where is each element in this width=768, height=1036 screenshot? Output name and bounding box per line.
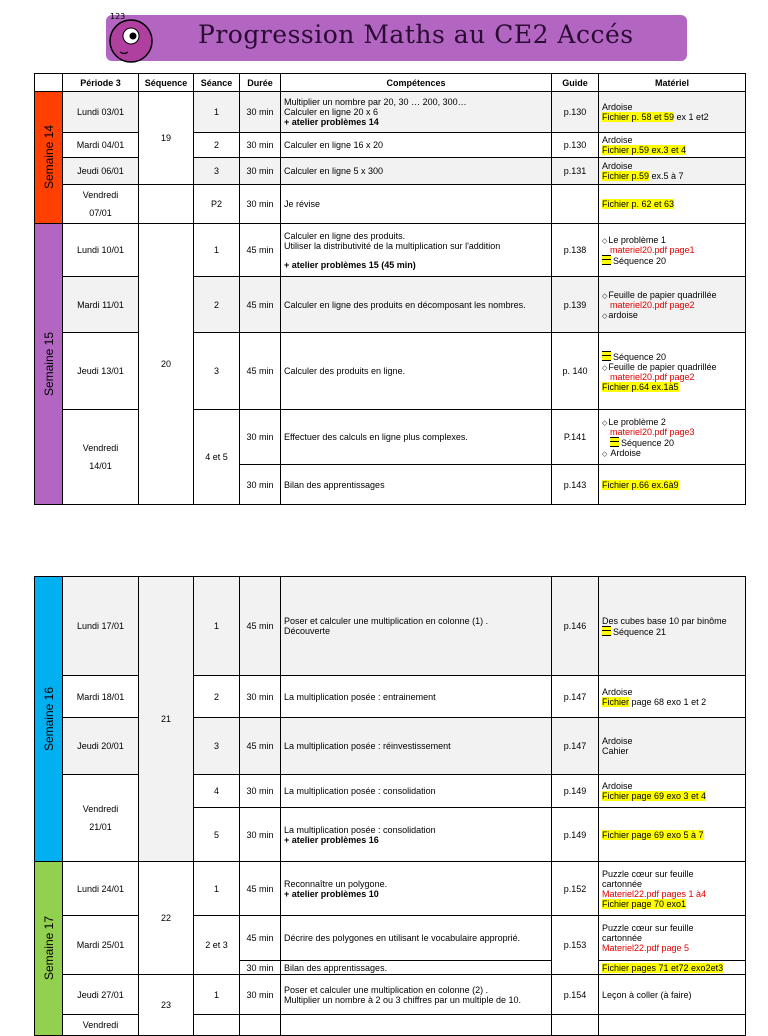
week-label-14: Semaine 14 xyxy=(35,92,63,224)
competence-cell: Décrire des polygones en utilisant le vocabulaire approprié. xyxy=(281,916,552,961)
date-cell: Vendredi 21/01 xyxy=(63,775,139,862)
guide-cell: p.131 xyxy=(552,158,599,185)
col-header-materiel: Matériel xyxy=(599,74,746,92)
duree-cell: 45 min xyxy=(240,916,281,961)
duree-cell: 30 min xyxy=(240,185,281,224)
seance-cell: 5 xyxy=(194,808,240,862)
seance-cell: 4 et 5 xyxy=(194,410,240,505)
document-icon xyxy=(602,351,611,361)
date-cell: Jeudi 20/01 xyxy=(63,718,139,775)
seance-cell xyxy=(194,1015,240,1036)
guide-cell: p.139 xyxy=(552,277,599,333)
date-cell: Mardi 11/01 xyxy=(63,277,139,333)
col-header-periode: Période 3 xyxy=(63,74,139,92)
sequence-number: 22 xyxy=(139,862,194,975)
bullet-icon: ◇ xyxy=(602,237,608,245)
guide-cell: p.147 xyxy=(552,718,599,775)
date-cell: Vendredi 14/01 xyxy=(63,410,139,505)
table-row xyxy=(35,975,746,1015)
col-header-sequence: Séquence xyxy=(139,74,194,92)
guide-cell: p.154 xyxy=(552,975,599,1015)
materiel-cell: Puzzle cœur sur feuille cartonnée Materiel22.pdf pages 1 à4 Fichier page 70 exo1 xyxy=(599,862,746,916)
competence-cell: Calculer en ligne des produits. Utiliser la distributivité de la multiplication sur l'addition + atelier problèmes 15 (45 min) xyxy=(281,224,552,277)
table-row xyxy=(35,577,746,676)
competence-cell: Je révise xyxy=(281,185,552,224)
bullet-icon: ◇ xyxy=(602,292,608,300)
bullet-icon: ◇ xyxy=(602,364,608,372)
competence-cell: Multiplier un nombre par 20, 30 … 200, 300… Calculer en ligne 20 x 6 + atelier problèmes 14 xyxy=(281,92,552,133)
duree-cell: 45 min xyxy=(240,577,281,676)
date-cell: Vendredi 07/01 xyxy=(63,185,139,224)
col-header-duree: Durée xyxy=(240,74,281,92)
materiel-cell: Leçon à coller (à faire) xyxy=(599,975,746,1015)
week-label-17: Semaine 17 xyxy=(35,862,63,1036)
duree-cell: 30 min xyxy=(240,92,281,133)
materiel-cell: ◇Feuille de papier quadrillée materiel20.pdf page2 ◇ardoise xyxy=(599,277,746,333)
table-row xyxy=(35,185,746,224)
materiel-cell: Ardoise Fichier p. 58 et 59 ex 1 et2 xyxy=(599,92,746,133)
date-cell: Jeudi 13/01 xyxy=(63,333,139,410)
materiel-cell: Fichier p. 62 et 63 xyxy=(599,185,746,224)
competence-cell: La multiplication posée : entrainement xyxy=(281,676,552,718)
guide-cell xyxy=(552,1015,599,1036)
date-cell: Jeudi 27/01 xyxy=(63,975,139,1015)
competence-cell: La multiplication posée : consolidation xyxy=(281,775,552,808)
materiel-cell: Séquence 20 ◇Feuille de papier quadrillée materiel20.pdf page2 Fichier p.64 ex.1à5 xyxy=(599,333,746,410)
table-row xyxy=(35,92,746,133)
seance-cell: 4 xyxy=(194,775,240,808)
duree-cell: 45 min xyxy=(240,862,281,916)
seance-cell: 2 et 3 xyxy=(194,916,240,975)
sequence-number: 19 xyxy=(139,92,194,185)
competence-cell: La multiplication posée : réinvestissement xyxy=(281,718,552,775)
seance-cell: 3 xyxy=(194,333,240,410)
competence-cell: Poser et calculer une multiplication en colonne (1) . Découverte xyxy=(281,577,552,676)
competence-cell: La multiplication posée : consolidation + atelier problèmes 16 xyxy=(281,808,552,862)
competence-cell: Bilan des apprentissages xyxy=(281,465,552,505)
bullet-icon: ◇ xyxy=(602,419,608,427)
week-label-16: Semaine 16 xyxy=(35,577,63,862)
document-icon xyxy=(602,626,611,636)
competence-cell: Calculer des produits en ligne. xyxy=(281,333,552,410)
duree-cell: 45 min xyxy=(240,277,281,333)
sequence-number: 23 xyxy=(139,975,194,1036)
seance-cell: P2 xyxy=(194,185,240,224)
document-icon xyxy=(602,255,611,265)
document-icon xyxy=(610,437,619,447)
materiel-cell: Ardoise Fichier p.59 ex.5 à 7 xyxy=(599,158,746,185)
seance-cell: 2 xyxy=(194,277,240,333)
materiel-cell: Ardoise Fichier p.59 ex.3 et 4 xyxy=(599,133,746,158)
guide-cell: p.146 xyxy=(552,577,599,676)
bullet-icon: ◇ xyxy=(602,312,608,320)
mascot-logo xyxy=(104,8,162,66)
duree-cell: 45 min xyxy=(240,224,281,277)
progression-table-1 xyxy=(34,73,746,505)
guide-cell: p.130 xyxy=(552,92,599,133)
seance-cell: 1 xyxy=(194,862,240,916)
materiel-cell xyxy=(599,1015,746,1036)
seance-cell: 1 xyxy=(194,975,240,1015)
competence-cell: Reconnaître un polygone. + atelier problèmes 10 xyxy=(281,862,552,916)
seance-cell: 1 xyxy=(194,577,240,676)
date-cell: Lundi 03/01 xyxy=(63,92,139,133)
seance-cell: 2 xyxy=(194,676,240,718)
duree-cell xyxy=(240,1015,281,1036)
materiel-cell: ◇Le problème 1 materiel20.pdf page1 Séquence 20 xyxy=(599,224,746,277)
sequence-number: 20 xyxy=(139,224,194,505)
seance-cell: 1 xyxy=(194,224,240,277)
seance-cell: 3 xyxy=(194,158,240,185)
guide-cell: p.149 xyxy=(552,775,599,808)
date-cell: Vendredi xyxy=(63,1015,139,1036)
competence-cell: Calculer en ligne 5 x 300 xyxy=(281,158,552,185)
duree-cell: 30 min xyxy=(240,975,281,1015)
materiel-cell: Des cubes base 10 par binôme Séquence 21 xyxy=(599,577,746,676)
competence-cell: Effectuer des calculs en ligne plus complexes. xyxy=(281,410,552,465)
competence-cell: Calculer en ligne des produits en décomposant les nombres. xyxy=(281,277,552,333)
mascot-number: 123 xyxy=(110,12,126,21)
sequence-number: 21 xyxy=(139,577,194,862)
date-cell: Lundi 24/01 xyxy=(63,862,139,916)
guide-cell xyxy=(552,185,599,224)
col-header-seance: Séance xyxy=(194,74,240,92)
guide-cell: p.153 xyxy=(552,916,599,975)
date-cell: Lundi 17/01 xyxy=(63,577,139,676)
sequence-empty-cell xyxy=(139,185,194,224)
guide-cell: p.152 xyxy=(552,862,599,916)
seance-cell: 1 xyxy=(194,92,240,133)
date-cell: Lundi 10/01 xyxy=(63,224,139,277)
seance-cell: 3 xyxy=(194,718,240,775)
duree-cell: 30 min xyxy=(240,133,281,158)
duree-cell: 30 min xyxy=(240,808,281,862)
duree-cell: 30 min xyxy=(240,410,281,465)
corner-cell xyxy=(35,74,63,92)
table-row xyxy=(35,862,746,916)
page-title: Progression Maths au CE2 Accés xyxy=(198,20,634,49)
seance-cell: 2 xyxy=(194,133,240,158)
duree-cell: 45 min xyxy=(240,333,281,410)
materiel-cell: Ardoise Fichier page 69 exo 3 et 4 xyxy=(599,775,746,808)
date-cell: Mardi 18/01 xyxy=(63,676,139,718)
progression-table-2 xyxy=(34,576,746,1036)
competence-cell: Calculer en ligne 16 x 20 xyxy=(281,133,552,158)
guide-cell: P.141 xyxy=(552,410,599,465)
duree-cell: 45 min xyxy=(240,718,281,775)
materiel-cell: Ardoise Fichier page 68 exo 1 et 2 xyxy=(599,676,746,718)
guide-cell: p.138 xyxy=(552,224,599,277)
materiel-cell: Puzzle cœur sur feuille cartonnée Materiel22.pdf page 5 xyxy=(599,916,746,961)
col-header-guide: Guide xyxy=(552,74,599,92)
header-row xyxy=(35,74,746,92)
guide-cell: p. 140 xyxy=(552,333,599,410)
week-label-15: Semaine 15 xyxy=(35,224,63,505)
guide-cell: p.149 xyxy=(552,808,599,862)
duree-cell: 30 min xyxy=(240,676,281,718)
date-cell: Mardi 25/01 xyxy=(63,916,139,975)
competence-cell: Poser et calculer une multiplication en colonne (2) . Multiplier un nombre à 2 ou 3 chiffres par un multiple de 10. xyxy=(281,975,552,1015)
materiel-cell: Fichier pages 71 et72 exo2et3 xyxy=(599,961,746,975)
duree-cell: 30 min xyxy=(240,961,281,975)
date-cell: Mardi 04/01 xyxy=(63,133,139,158)
guide-cell: p.143 xyxy=(552,465,599,505)
duree-cell: 30 min xyxy=(240,465,281,505)
col-header-competences: Compétences xyxy=(281,74,552,92)
materiel-cell: Fichier p.66 ex.6à9 xyxy=(599,465,746,505)
materiel-cell: Fichier page 69 exo 5 à 7 xyxy=(599,808,746,862)
competence-cell: Bilan des apprentissages. xyxy=(281,961,552,975)
competence-cell xyxy=(281,1015,552,1036)
duree-cell: 30 min xyxy=(240,775,281,808)
bullet-icon: ◇ xyxy=(602,450,608,458)
materiel-cell: Ardoise Cahier xyxy=(599,718,746,775)
duree-cell: 30 min xyxy=(240,158,281,185)
guide-cell: p.147 xyxy=(552,676,599,718)
date-cell: Jeudi 06/01 xyxy=(63,158,139,185)
table-row xyxy=(35,224,746,277)
guide-cell: p.130 xyxy=(552,133,599,158)
materiel-cell: ◇Le problème 2 materiel20.pdf page3 Séquence 20 ◇ Ardoise xyxy=(599,410,746,465)
